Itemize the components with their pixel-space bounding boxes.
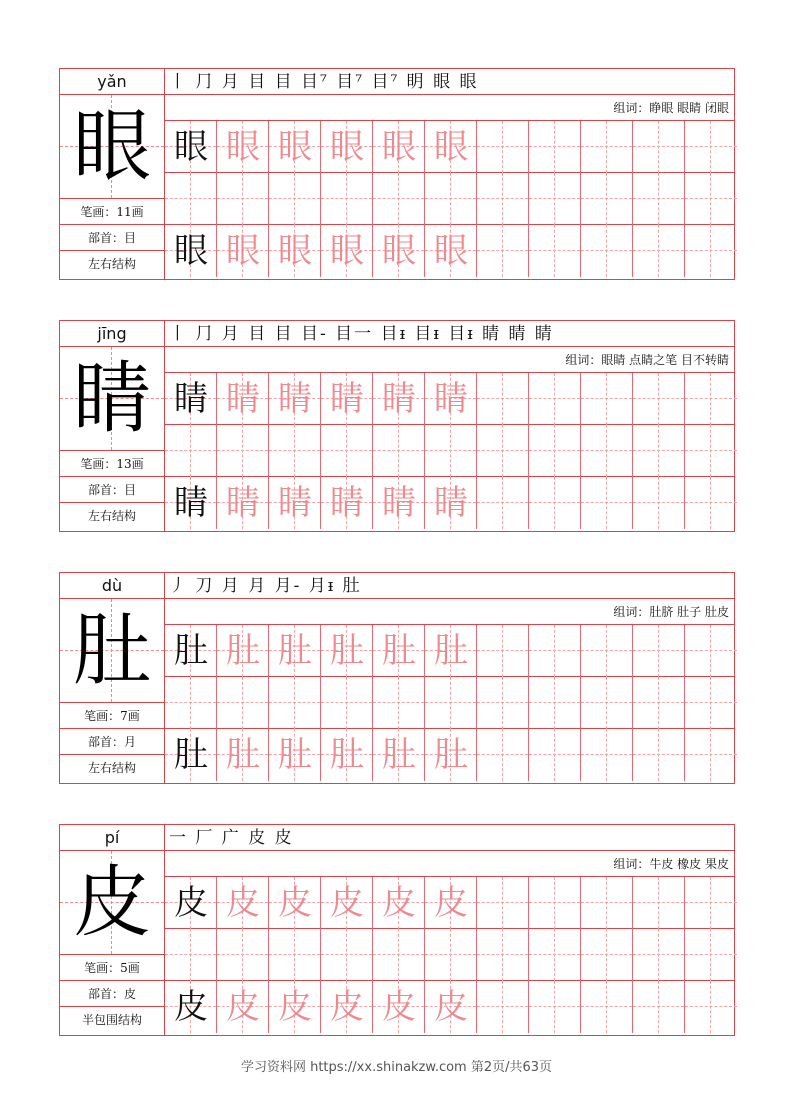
practice-cell[interactable]: [425, 625, 477, 677]
practice-cell[interactable]: [217, 877, 269, 929]
tracing-practice-row: [165, 625, 735, 677]
trace-character: 皮: [330, 987, 364, 1027]
practice-cell[interactable]: [633, 373, 685, 425]
practice-cell[interactable]: [633, 121, 685, 173]
stroke-count-label: 笔画：13画: [60, 451, 164, 477]
trace-character: 肚: [330, 735, 364, 775]
trace-character: 眼: [330, 231, 364, 271]
practice-cell[interactable]: [633, 729, 685, 781]
trace-character: 眼: [226, 127, 260, 167]
page-footer: 学习资料网 https://xx.shinakzw.com 第2页/共63页: [240, 1060, 553, 1075]
practice-cell[interactable]: [529, 625, 581, 677]
character-info-panel: [60, 825, 165, 1035]
practice-cell[interactable]: [633, 929, 685, 981]
practice-cell[interactable]: [373, 477, 425, 529]
word-examples: 组词：牛皮 橡皮 果皮: [165, 851, 734, 877]
practice-cell[interactable]: [269, 929, 321, 981]
large-character-box: [60, 599, 164, 703]
practice-cell[interactable]: [321, 625, 373, 677]
practice-cell[interactable]: [217, 121, 269, 173]
practice-cell[interactable]: [425, 677, 477, 729]
practice-cell[interactable]: [165, 477, 217, 529]
trace-character: 肚: [382, 735, 416, 775]
model-character: 眼: [174, 231, 208, 271]
tracing-practice-row: [165, 373, 735, 425]
character-card: [59, 572, 735, 784]
character-card: [59, 824, 735, 1036]
structure-label: 左右结构: [87, 509, 136, 523]
practice-cell[interactable]: [685, 877, 737, 929]
practice-cell[interactable]: [321, 173, 373, 225]
practice-cell[interactable]: [425, 877, 477, 929]
trace-character: 睛: [278, 379, 312, 419]
practice-cell[interactable]: [165, 373, 217, 425]
practice-cell[interactable]: [269, 173, 321, 225]
practice-cell[interactable]: [425, 477, 477, 529]
blank-practice-row: [165, 425, 735, 477]
practice-cell[interactable]: [373, 625, 425, 677]
structure-label: 半包围结构: [81, 1013, 142, 1027]
large-character: 睛: [72, 354, 151, 444]
practice-cell[interactable]: [529, 121, 581, 173]
word-examples: 组词：眼睛 点睛之笔 目不转睛: [165, 347, 734, 373]
practice-cell[interactable]: [269, 373, 321, 425]
trace-character: 眼: [382, 231, 416, 271]
stroke-count-label: 笔画：5画: [60, 955, 164, 981]
word-examples: 组词：睁眼 眼睛 闭眼: [165, 95, 734, 121]
practice-cell[interactable]: [321, 981, 373, 1033]
practice-cell[interactable]: [477, 729, 529, 781]
practice-cell[interactable]: [477, 373, 529, 425]
practice-cell[interactable]: [685, 929, 737, 981]
practice-cell[interactable]: [165, 625, 217, 677]
large-character-box: [60, 347, 164, 451]
practice-cell[interactable]: [581, 877, 633, 929]
practice-cell[interactable]: [685, 373, 737, 425]
trace-character: 睛: [434, 483, 468, 523]
trace-character: 睛: [434, 379, 468, 419]
trace-character: 眼: [278, 231, 312, 271]
practice-cell[interactable]: [529, 425, 581, 477]
practice-cell[interactable]: [373, 425, 425, 477]
practice-cell[interactable]: [269, 877, 321, 929]
practice-cell[interactable]: [165, 877, 217, 929]
character-info-panel: [60, 69, 165, 279]
tracing-practice-row: [165, 981, 735, 1033]
trace-character: 眼: [330, 127, 364, 167]
practice-cell[interactable]: [373, 121, 425, 173]
practice-cell[interactable]: [685, 625, 737, 677]
trace-character: 睛: [226, 379, 260, 419]
pinyin: pí: [60, 825, 164, 851]
practice-cell[interactable]: [217, 373, 269, 425]
word-examples: 组词：肚脐 肚子 肚皮: [165, 599, 734, 625]
practice-cell[interactable]: [633, 225, 685, 277]
trace-character: 睛: [278, 483, 312, 523]
large-character: 肚: [72, 606, 151, 696]
practice-cell[interactable]: [269, 121, 321, 173]
practice-cell[interactable]: [165, 225, 217, 277]
practice-cell[interactable]: [685, 121, 737, 173]
practice-cell[interactable]: [165, 981, 217, 1033]
practice-cell[interactable]: [529, 225, 581, 277]
practice-cell[interactable]: [685, 425, 737, 477]
pinyin: jīng: [60, 321, 164, 347]
stroke-order-sequence: 一 厂 广 皮 皮: [165, 825, 734, 851]
practice-cell[interactable]: [685, 477, 737, 529]
practice-cell[interactable]: [633, 877, 685, 929]
practice-cell[interactable]: [321, 225, 373, 277]
model-character: 睛: [174, 483, 208, 523]
trace-character: 皮: [330, 883, 364, 923]
model-character: 肚: [174, 631, 208, 671]
practice-cell[interactable]: [581, 929, 633, 981]
practice-cell[interactable]: [217, 173, 269, 225]
practice-cell[interactable]: [477, 929, 529, 981]
practice-cell[interactable]: [529, 477, 581, 529]
practice-cell[interactable]: [373, 981, 425, 1033]
practice-cell[interactable]: [373, 877, 425, 929]
stroke-order-sequence: 丿 刀 月 月 月- 月ᵻ 肚: [165, 573, 734, 599]
practice-cell[interactable]: [529, 877, 581, 929]
practice-cell[interactable]: [581, 173, 633, 225]
practice-cell[interactable]: [633, 173, 685, 225]
practice-cell[interactable]: [165, 929, 217, 981]
practice-cell[interactable]: [217, 225, 269, 277]
practice-cell[interactable]: [477, 173, 529, 225]
practice-cell[interactable]: [581, 981, 633, 1033]
practice-cell[interactable]: [217, 625, 269, 677]
pinyin: yǎn: [60, 69, 164, 95]
practice-cell[interactable]: [477, 425, 529, 477]
practice-cell[interactable]: [425, 981, 477, 1033]
practice-cell[interactable]: [477, 225, 529, 277]
practice-cell[interactable]: [321, 121, 373, 173]
radical-label: 部首：目: [60, 477, 164, 503]
model-character: 皮: [174, 987, 208, 1027]
practice-cell[interactable]: [321, 929, 373, 981]
practice-cell[interactable]: [373, 225, 425, 277]
tracing-practice-row: [165, 225, 735, 277]
practice-cell[interactable]: [217, 425, 269, 477]
large-character: 眼: [72, 102, 151, 192]
practice-cell[interactable]: [477, 877, 529, 929]
practice-cell[interactable]: [685, 981, 737, 1033]
practice-cell[interactable]: [373, 373, 425, 425]
practice-cell[interactable]: [477, 477, 529, 529]
practice-cell[interactable]: [217, 929, 269, 981]
practice-cell[interactable]: [529, 173, 581, 225]
trace-character: 眼: [278, 127, 312, 167]
practice-cell[interactable]: [165, 677, 217, 729]
practice-cell[interactable]: [477, 677, 529, 729]
trace-character: 肚: [278, 631, 312, 671]
tracing-practice-row: [165, 121, 735, 173]
tracing-practice-row: [165, 877, 735, 929]
practice-cell[interactable]: [529, 729, 581, 781]
blank-practice-row: [165, 173, 735, 225]
character-card: [59, 68, 735, 280]
radical-label: 部首：皮: [60, 981, 164, 1007]
practice-cell[interactable]: [165, 121, 217, 173]
character-card: [59, 320, 735, 532]
trace-character: 皮: [382, 987, 416, 1027]
practice-cell[interactable]: [425, 425, 477, 477]
practice-cell[interactable]: [373, 729, 425, 781]
practice-cell[interactable]: [373, 929, 425, 981]
practice-cell[interactable]: [321, 373, 373, 425]
practice-cell[interactable]: [529, 677, 581, 729]
practice-cell[interactable]: [269, 477, 321, 529]
practice-cell[interactable]: [269, 677, 321, 729]
trace-character: 眼: [226, 231, 260, 271]
practice-cell[interactable]: [217, 981, 269, 1033]
trace-character: 皮: [226, 987, 260, 1027]
practice-cell[interactable]: [269, 981, 321, 1033]
practice-cell[interactable]: [425, 225, 477, 277]
practice-cell[interactable]: [269, 729, 321, 781]
practice-cell[interactable]: [581, 225, 633, 277]
model-character: 皮: [174, 883, 208, 923]
trace-character: 皮: [226, 883, 260, 923]
practice-cell[interactable]: [581, 677, 633, 729]
practice-cell[interactable]: [217, 477, 269, 529]
large-character-box: [60, 851, 164, 955]
trace-character: 睛: [330, 483, 364, 523]
tracing-practice-row: [165, 729, 735, 781]
practice-cell[interactable]: [425, 929, 477, 981]
trace-character: 肚: [330, 631, 364, 671]
practice-cell[interactable]: [633, 981, 685, 1033]
practice-cell[interactable]: [529, 373, 581, 425]
practice-cell[interactable]: [685, 677, 737, 729]
trace-character: 肚: [278, 735, 312, 775]
practice-cell[interactable]: [269, 425, 321, 477]
practice-cell[interactable]: [321, 425, 373, 477]
trace-character: 肚: [382, 631, 416, 671]
practice-cell[interactable]: [321, 729, 373, 781]
practice-cell[interactable]: [165, 729, 217, 781]
practice-cell[interactable]: [581, 625, 633, 677]
practice-cell[interactable]: [373, 677, 425, 729]
trace-character: 睛: [330, 379, 364, 419]
practice-cell[interactable]: [321, 477, 373, 529]
trace-character: 肚: [226, 735, 260, 775]
practice-cell[interactable]: [633, 477, 685, 529]
practice-cell[interactable]: [633, 425, 685, 477]
trace-character: 皮: [278, 987, 312, 1027]
practice-cell[interactable]: [477, 625, 529, 677]
practice-cell[interactable]: [269, 225, 321, 277]
large-character-box: [60, 95, 164, 199]
practice-cell[interactable]: [217, 677, 269, 729]
practice-cell[interactable]: [581, 425, 633, 477]
practice-cell[interactable]: [425, 173, 477, 225]
trace-character: 睛: [382, 483, 416, 523]
practice-cell[interactable]: [373, 173, 425, 225]
trace-character: 睛: [226, 483, 260, 523]
practice-cell[interactable]: [425, 729, 477, 781]
practice-cell[interactable]: [269, 625, 321, 677]
model-character: 睛: [174, 379, 208, 419]
model-character: 眼: [174, 127, 208, 167]
practice-cell[interactable]: [477, 981, 529, 1033]
practice-cell[interactable]: [217, 729, 269, 781]
stroke-order-sequence: 丨 ⺆ 月 目 目 目- 目一 目ᵻ 目ᵻ 目ᵻ 睛 睛 睛: [165, 321, 734, 347]
blank-practice-row: [165, 929, 735, 981]
practice-cell[interactable]: [529, 929, 581, 981]
practice-cell[interactable]: [477, 121, 529, 173]
practice-cell[interactable]: [633, 677, 685, 729]
trace-character: 皮: [382, 883, 416, 923]
trace-character: 眼: [382, 127, 416, 167]
trace-character: 皮: [434, 883, 468, 923]
model-character: 肚: [174, 735, 208, 775]
structure-label: 左右结构: [87, 257, 136, 271]
practice-cell[interactable]: [425, 121, 477, 173]
practice-cell[interactable]: [581, 373, 633, 425]
practice-cell[interactable]: [581, 729, 633, 781]
tracing-practice-row: [165, 477, 735, 529]
trace-character: 眼: [434, 127, 468, 167]
practice-cell[interactable]: [685, 225, 737, 277]
trace-character: 皮: [434, 987, 468, 1027]
radical-label: 部首：目: [60, 225, 164, 251]
practice-cell[interactable]: [581, 477, 633, 529]
practice-cell[interactable]: [321, 877, 373, 929]
trace-character: 肚: [434, 735, 468, 775]
blank-practice-row: [165, 677, 735, 729]
large-character: 皮: [72, 858, 151, 948]
practice-cell[interactable]: [633, 625, 685, 677]
practice-cell[interactable]: [685, 729, 737, 781]
practice-cell[interactable]: [529, 981, 581, 1033]
character-info-panel: [60, 321, 165, 531]
trace-character: 睛: [382, 379, 416, 419]
trace-character: 肚: [434, 631, 468, 671]
structure-label: 左右结构: [87, 761, 136, 775]
stroke-order-sequence: 丨 ⺆ 月 目 目 目⁷ 目⁷ 目⁷ 眀 眼 眼: [165, 69, 734, 95]
practice-cell[interactable]: [321, 677, 373, 729]
stroke-count-label: 笔画：7画: [60, 703, 164, 729]
stroke-count-label: 笔画：11画: [60, 199, 164, 225]
character-info-panel: [60, 573, 165, 783]
practice-cell[interactable]: [581, 121, 633, 173]
practice-cell[interactable]: [685, 173, 737, 225]
practice-cell[interactable]: [165, 425, 217, 477]
trace-character: 眼: [434, 231, 468, 271]
pinyin: dù: [60, 573, 164, 599]
practice-cell[interactable]: [165, 173, 217, 225]
trace-character: 肚: [226, 631, 260, 671]
trace-character: 皮: [278, 883, 312, 923]
radical-label: 部首：月: [60, 729, 164, 755]
practice-cell[interactable]: [425, 373, 477, 425]
